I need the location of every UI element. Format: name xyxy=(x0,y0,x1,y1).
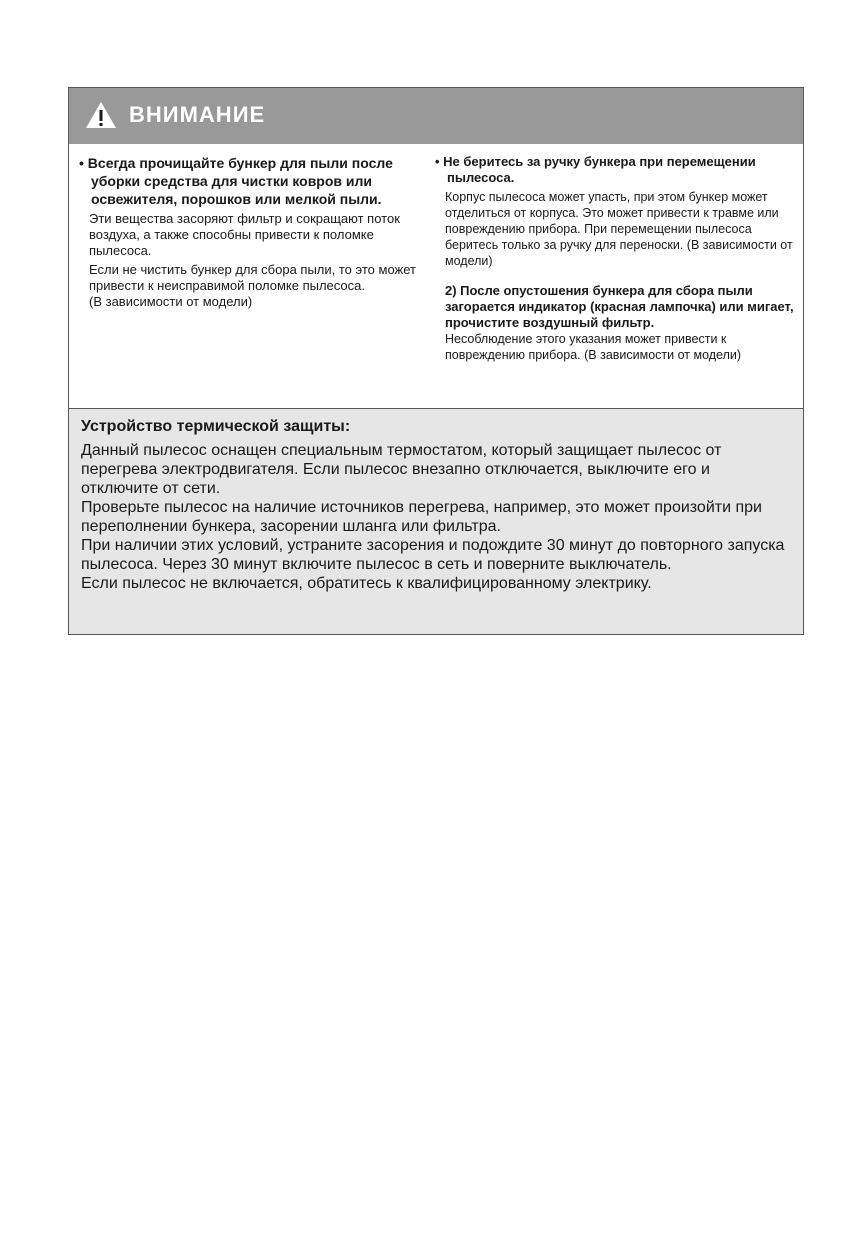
warning-title: ВНИМАНИЕ xyxy=(129,102,266,127)
right-column xyxy=(435,154,801,363)
thermal-paragraph-4: Если пылесос не включается, обратитесь к квалифицированному электрику. xyxy=(81,575,652,592)
left-note: (В зависимости от модели) xyxy=(89,294,253,309)
left-bullet-title: • Всегда прочищайте бункер для пыли после уборки средства для чистки ковров или освежителя, порошков или мелкой пыли. xyxy=(79,155,393,207)
left-paragraph-1: Эти вещества засоряют фильтр и сокращают поток воздуха, а также способны привести к поломке пылесоса. xyxy=(89,211,400,258)
right-bullet-title: • Не беритесь за ручку бункера при перемещении пылесоса. xyxy=(435,154,756,185)
right-numbered-title: 2) После опустошения бункера для сбора пыли загорается индикатор (красная лампочка) или мигает, прочистите воздушный фильтр. xyxy=(445,283,794,330)
right-paragraph-1: Корпус пылесоса может упасть, при этом бункер может отделиться от корпуса. Это может привести к травме или повреждению прибора. При перемещении пылесоса беритесь только за ручку для переноски. (В зависимости от модели) xyxy=(445,190,793,268)
warning-box xyxy=(68,87,804,635)
warning-header xyxy=(69,88,803,144)
thermal-paragraph-2: Проверьте пылесос на наличие источников перегрева, например, это может произойти при переполнении бункера, засорении шланга или фильтра. xyxy=(81,499,762,535)
warning-triangle-icon xyxy=(85,101,117,129)
thermal-protection-section xyxy=(69,408,803,634)
thermal-title: Устройство термической защиты: xyxy=(81,418,351,435)
right-paragraph-2: Несоблюдение этого указания может привести к повреждению прибора. (В зависимости от модели) xyxy=(445,332,742,362)
thermal-paragraph-3: При наличии этих условий, устраните засорения и подождите 30 минут до повторного запуска пылесоса. Через 30 минут включите пылесос в сеть и поверните выключатель. xyxy=(81,537,785,573)
left-paragraph-2: Если не чистить бункер для сбора пыли, то это может привести к неисправимой поломке пылесоса. xyxy=(89,262,416,293)
thermal-paragraph-1: Данный пылесос оснащен специальным термостатом, который защищает пылесос от перегрева электродвигателя. Если пылесос внезапно отключается, выключите его и отключите от сети. xyxy=(81,442,722,497)
left-column xyxy=(79,154,419,310)
